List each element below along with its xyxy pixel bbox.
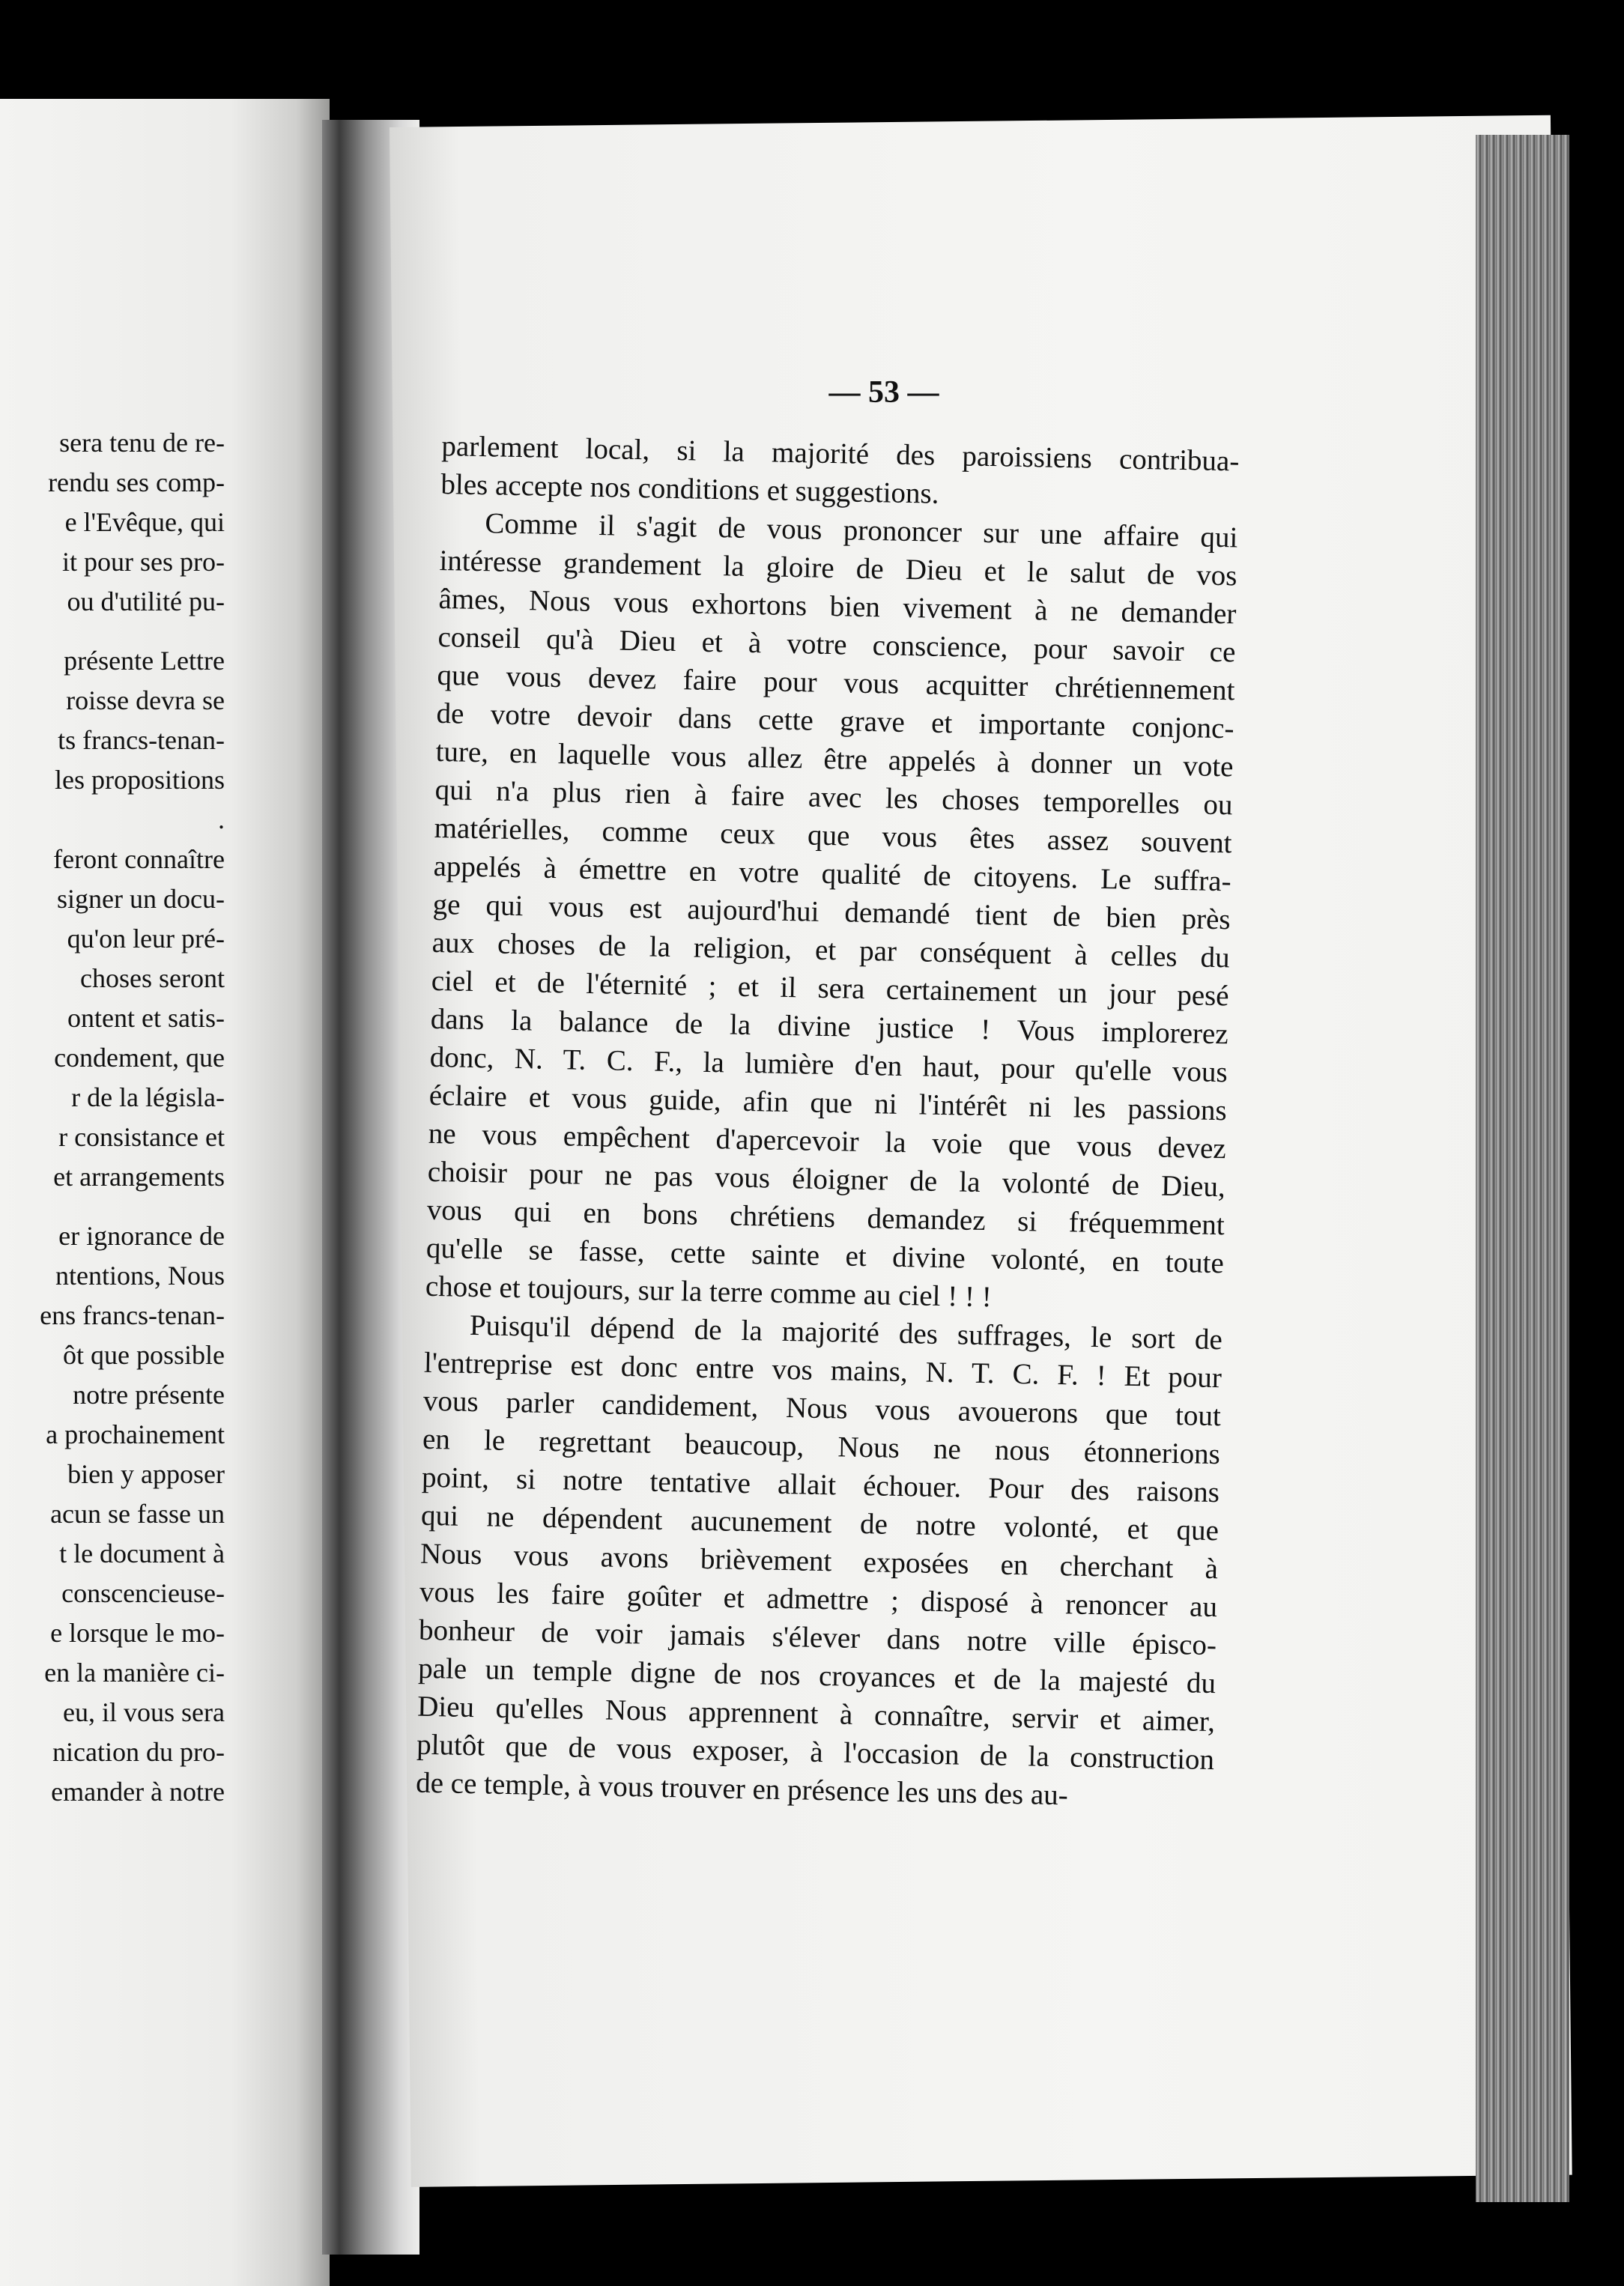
text-line: qu'elle se fasse, cette sainte et divine volonté, en toute — [425, 1231, 1225, 1280]
text-line: qui n'a plus rien à faire avec les choses temporelles ou — [434, 773, 1233, 822]
text-line: parlement local, si la majorité des paroissiens contribua- — [441, 429, 1240, 478]
right-page-text — [416, 427, 1240, 1817]
text-line: ôt que possible — [63, 1340, 225, 1370]
text-line: a prochainement — [46, 1419, 225, 1449]
paragraph-gap — [0, 622, 225, 641]
paragraph-gap — [0, 1197, 225, 1216]
text-line: choses seront — [80, 963, 225, 993]
text-line: r consistance et — [58, 1122, 225, 1152]
text-line: les propositions — [54, 765, 225, 795]
text-line: l'entreprise est donc entre vos mains, N. T. C. F. ! Et pour — [423, 1346, 1222, 1395]
text-line: en la manière ci- — [44, 1658, 225, 1688]
page-edges — [1476, 135, 1569, 2202]
text-line: ontent et satis- — [67, 1003, 225, 1033]
text-line: Dieu qu'elles Nous apprennent à connaître, servir et aimer, — [416, 1690, 1216, 1738]
text-line: bien y apposer — [67, 1459, 225, 1489]
text-line: ture, en laquelle vous allez être appelés à donner un vote — [435, 735, 1234, 783]
text-line: dans la balance de la divine justice ! Vous implorerez — [430, 1002, 1229, 1051]
text-line: e lorsque le mo- — [50, 1618, 225, 1648]
text-line: vous les faire goûter et admettre ; disposé à renoncer au — [419, 1575, 1218, 1624]
text-line: feront connaître — [53, 844, 225, 874]
left-page-text — [0, 423, 225, 1812]
text-line: pale un temple digne de nos croyances et de la majesté du — [417, 1652, 1217, 1700]
text-line: bles accepte nos conditions et suggestions. — [440, 467, 939, 510]
text-line: éclaire et vous guide, afin que ni l'intérêt ni les passions — [428, 1079, 1228, 1127]
text-line: rendu ses comp- — [48, 467, 225, 497]
text-line: matérielles, comme ceux que vous êtes assez souvent — [434, 811, 1232, 860]
text-line: choisir pour ne pas vous éloigner de la volonté de Dieu, — [427, 1155, 1226, 1204]
text-line: . — [218, 804, 225, 834]
text-line: qui ne dépendent aucunement de notre volonté, et que — [420, 1499, 1219, 1547]
text-line: intéresse grandement la gloire de Dieu et le salut de vos — [439, 544, 1237, 592]
text-line: eu, il vous sera — [63, 1697, 225, 1727]
text-line: roisse devra se — [66, 685, 225, 715]
text-line: donc, N. T. C. F., la lumière d'en haut, pour qu'elle vous — [429, 1040, 1228, 1089]
text-line: bonheur de voir jamais s'élever dans notre ville épisco- — [418, 1613, 1217, 1662]
text-line: ens francs-tenan- — [40, 1300, 225, 1330]
text-line: ne vous empêchent d'apercevoir la voie que vous devez — [428, 1117, 1227, 1165]
text-line: nication du pro- — [52, 1737, 225, 1767]
text-line: qu'on leur pré- — [67, 924, 225, 953]
text-line: vous parler candidement, Nous vous avouerons que tout — [422, 1384, 1222, 1433]
text-line: présente Lettre — [64, 646, 225, 676]
text-line: r de la législa- — [71, 1082, 225, 1112]
text-line: aux choses de la religion, et par conséquent à celles du — [431, 926, 1230, 974]
text-line: er ignorance de — [58, 1221, 225, 1251]
text-line: vous qui en bons chrétiens demandez si fréquemment — [426, 1193, 1225, 1242]
text-line: de ce temple, à vous trouver en présence les uns des au- — [415, 1766, 1069, 1812]
text-line: ge qui vous est aujourd'hui demandé tient de bien près — [432, 888, 1231, 936]
text-line: ou d'utilité pu- — [67, 586, 225, 616]
text-line: Puisqu'il dépend de la majorité des suffrages, le sort de — [469, 1309, 1223, 1356]
text-line: en le regrettant beaucoup, Nous ne nous étonnerions — [422, 1422, 1221, 1471]
text-line: âmes, Nous vous exhortons bien vivement à ne demander — [438, 582, 1237, 631]
text-line: de votre devoir dans cette grave et importante conjonc- — [436, 697, 1234, 745]
text-line: it pour ses pro- — [62, 547, 225, 577]
text-line: que vous devez faire pour vous acquitter chrétiennement — [437, 658, 1235, 707]
text-line: condement, que — [54, 1043, 225, 1073]
text-line: conseil qu'à Dieu et à votre conscience, pour savoir ce — [437, 620, 1236, 669]
page-number: — 53 — — [828, 375, 939, 410]
text-line: ntentions, Nous — [55, 1261, 225, 1291]
text-line: appelés à émettre en votre qualité de citoyens. Le suffra- — [433, 849, 1231, 898]
text-line: plutôt que de vous exposer, à l'occasion de la construction — [416, 1728, 1215, 1777]
text-line: acun se fasse un — [50, 1499, 225, 1529]
text-line: emander à notre — [51, 1777, 225, 1807]
text-line: Comme il s'agit de vous prononcer sur une affaire qui — [485, 507, 1238, 554]
text-line: point, si notre tentative allait échouer. Pour des raisons — [421, 1461, 1220, 1509]
text-line: notre présente — [73, 1380, 225, 1410]
text-line: sera tenu de re- — [59, 428, 225, 458]
text-line: ciel et de l'éternité ; et il sera certainement un jour pesé — [431, 964, 1230, 1013]
text-line: signer un docu- — [57, 884, 225, 914]
text-line: conscencieuse- — [61, 1578, 225, 1608]
text-line: Nous vous avons brièvement exposées en cherchant à — [419, 1537, 1219, 1586]
text-line: ts francs-tenan- — [58, 725, 225, 755]
text-line: et arrangements — [53, 1162, 225, 1192]
text-line: e l'Evêque, qui — [64, 507, 225, 537]
text-line: chose et toujours, sur la terre comme au ciel ! ! ! — [425, 1270, 993, 1314]
text-line: t le document à — [59, 1538, 225, 1568]
